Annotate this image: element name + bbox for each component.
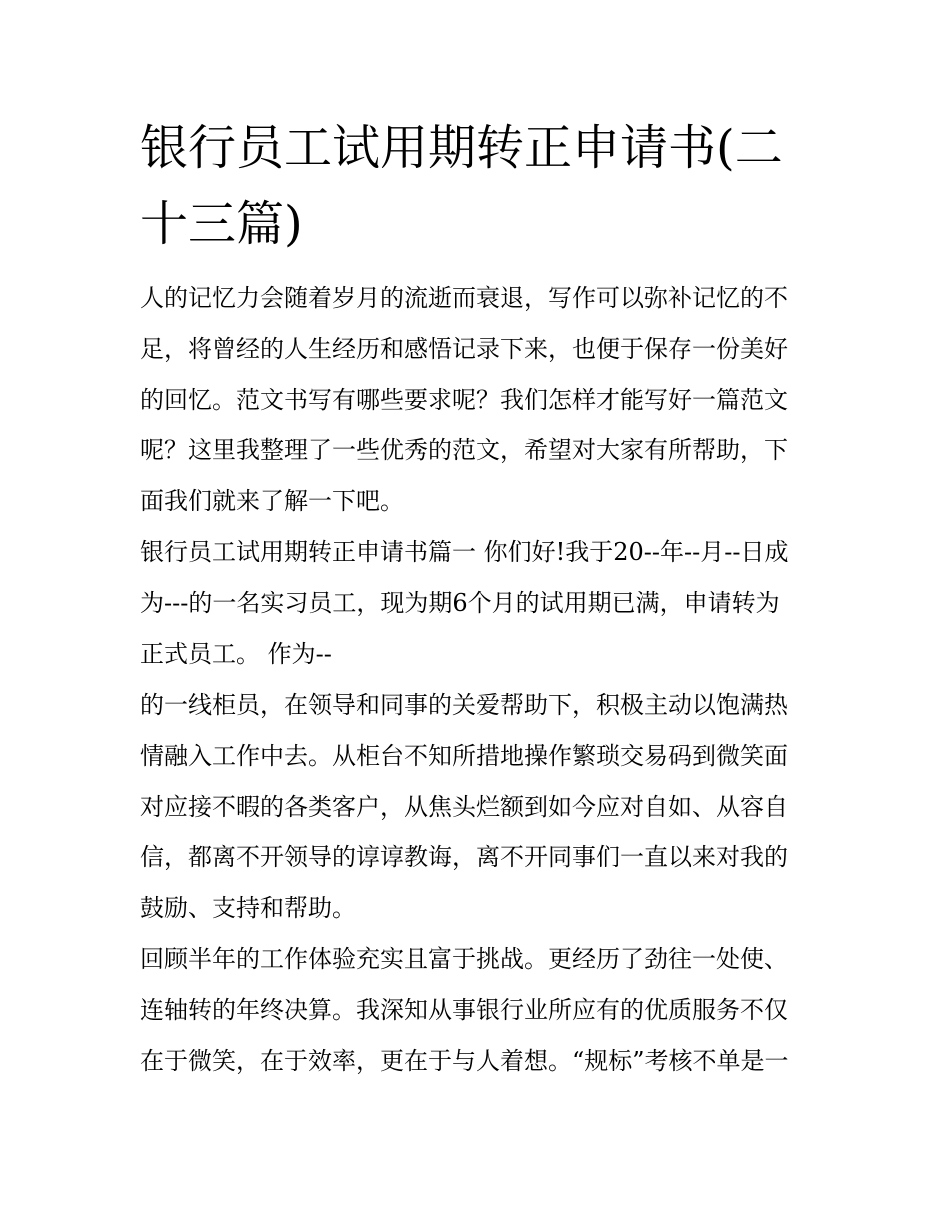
body-line: 信，都离不开领导的谆谆教诲，离不开同事们一直以来对我的: [140, 843, 788, 871]
body-line: 情融入工作中去。从柜台不知所措地操作繁琐交易码到微笑面: [140, 742, 788, 770]
body-line: 足，将曾经的人生经历和感悟记录下来，也便于保存一份美好: [140, 335, 788, 363]
body-line: 面我们就来了解一下吧。: [140, 487, 404, 515]
body-line: 呢？这里我整理了一些优秀的范文，希望对大家有所帮助，下: [140, 436, 788, 464]
body-line: 的回忆。范文书写有哪些要求呢？我们怎样才能写好一篇范文: [140, 386, 788, 414]
document-title: 银行员工试用期转正申请书(二十三篇): [140, 120, 783, 252]
body-line: 回顾半年的工作体验充实且富于挑战。更经历了劲往一处使、: [140, 945, 788, 973]
body-line: 正式员工。 作为--: [140, 640, 332, 668]
body-line: 为---的一名实习员工，现为期6个月的试用期已满，申请转为: [140, 589, 780, 617]
body-line: 鼓励、支持和帮助。: [140, 894, 356, 922]
body-line: 在于微笑，在于效率，更在于与人着想。“规标”考核不单是一: [140, 1047, 789, 1075]
body-line: 对应接不暇的各类客户，从焦头烂额到如今应对自如、从容自: [140, 793, 788, 821]
body-line: 人的记忆力会随着岁月的流逝而衰退，写作可以弥补记忆的不: [140, 284, 788, 312]
body-line: 连轴转的年终决算。我深知从事银行业所应有的优质服务不仅: [140, 996, 788, 1024]
body-line: 的一线柜员，在领导和同事的关爱帮助下，积极主动以饱满热: [140, 691, 788, 719]
body-line: 银行员工试用期转正申请书篇一 你们好!我于20--年--月--日成: [140, 538, 789, 566]
